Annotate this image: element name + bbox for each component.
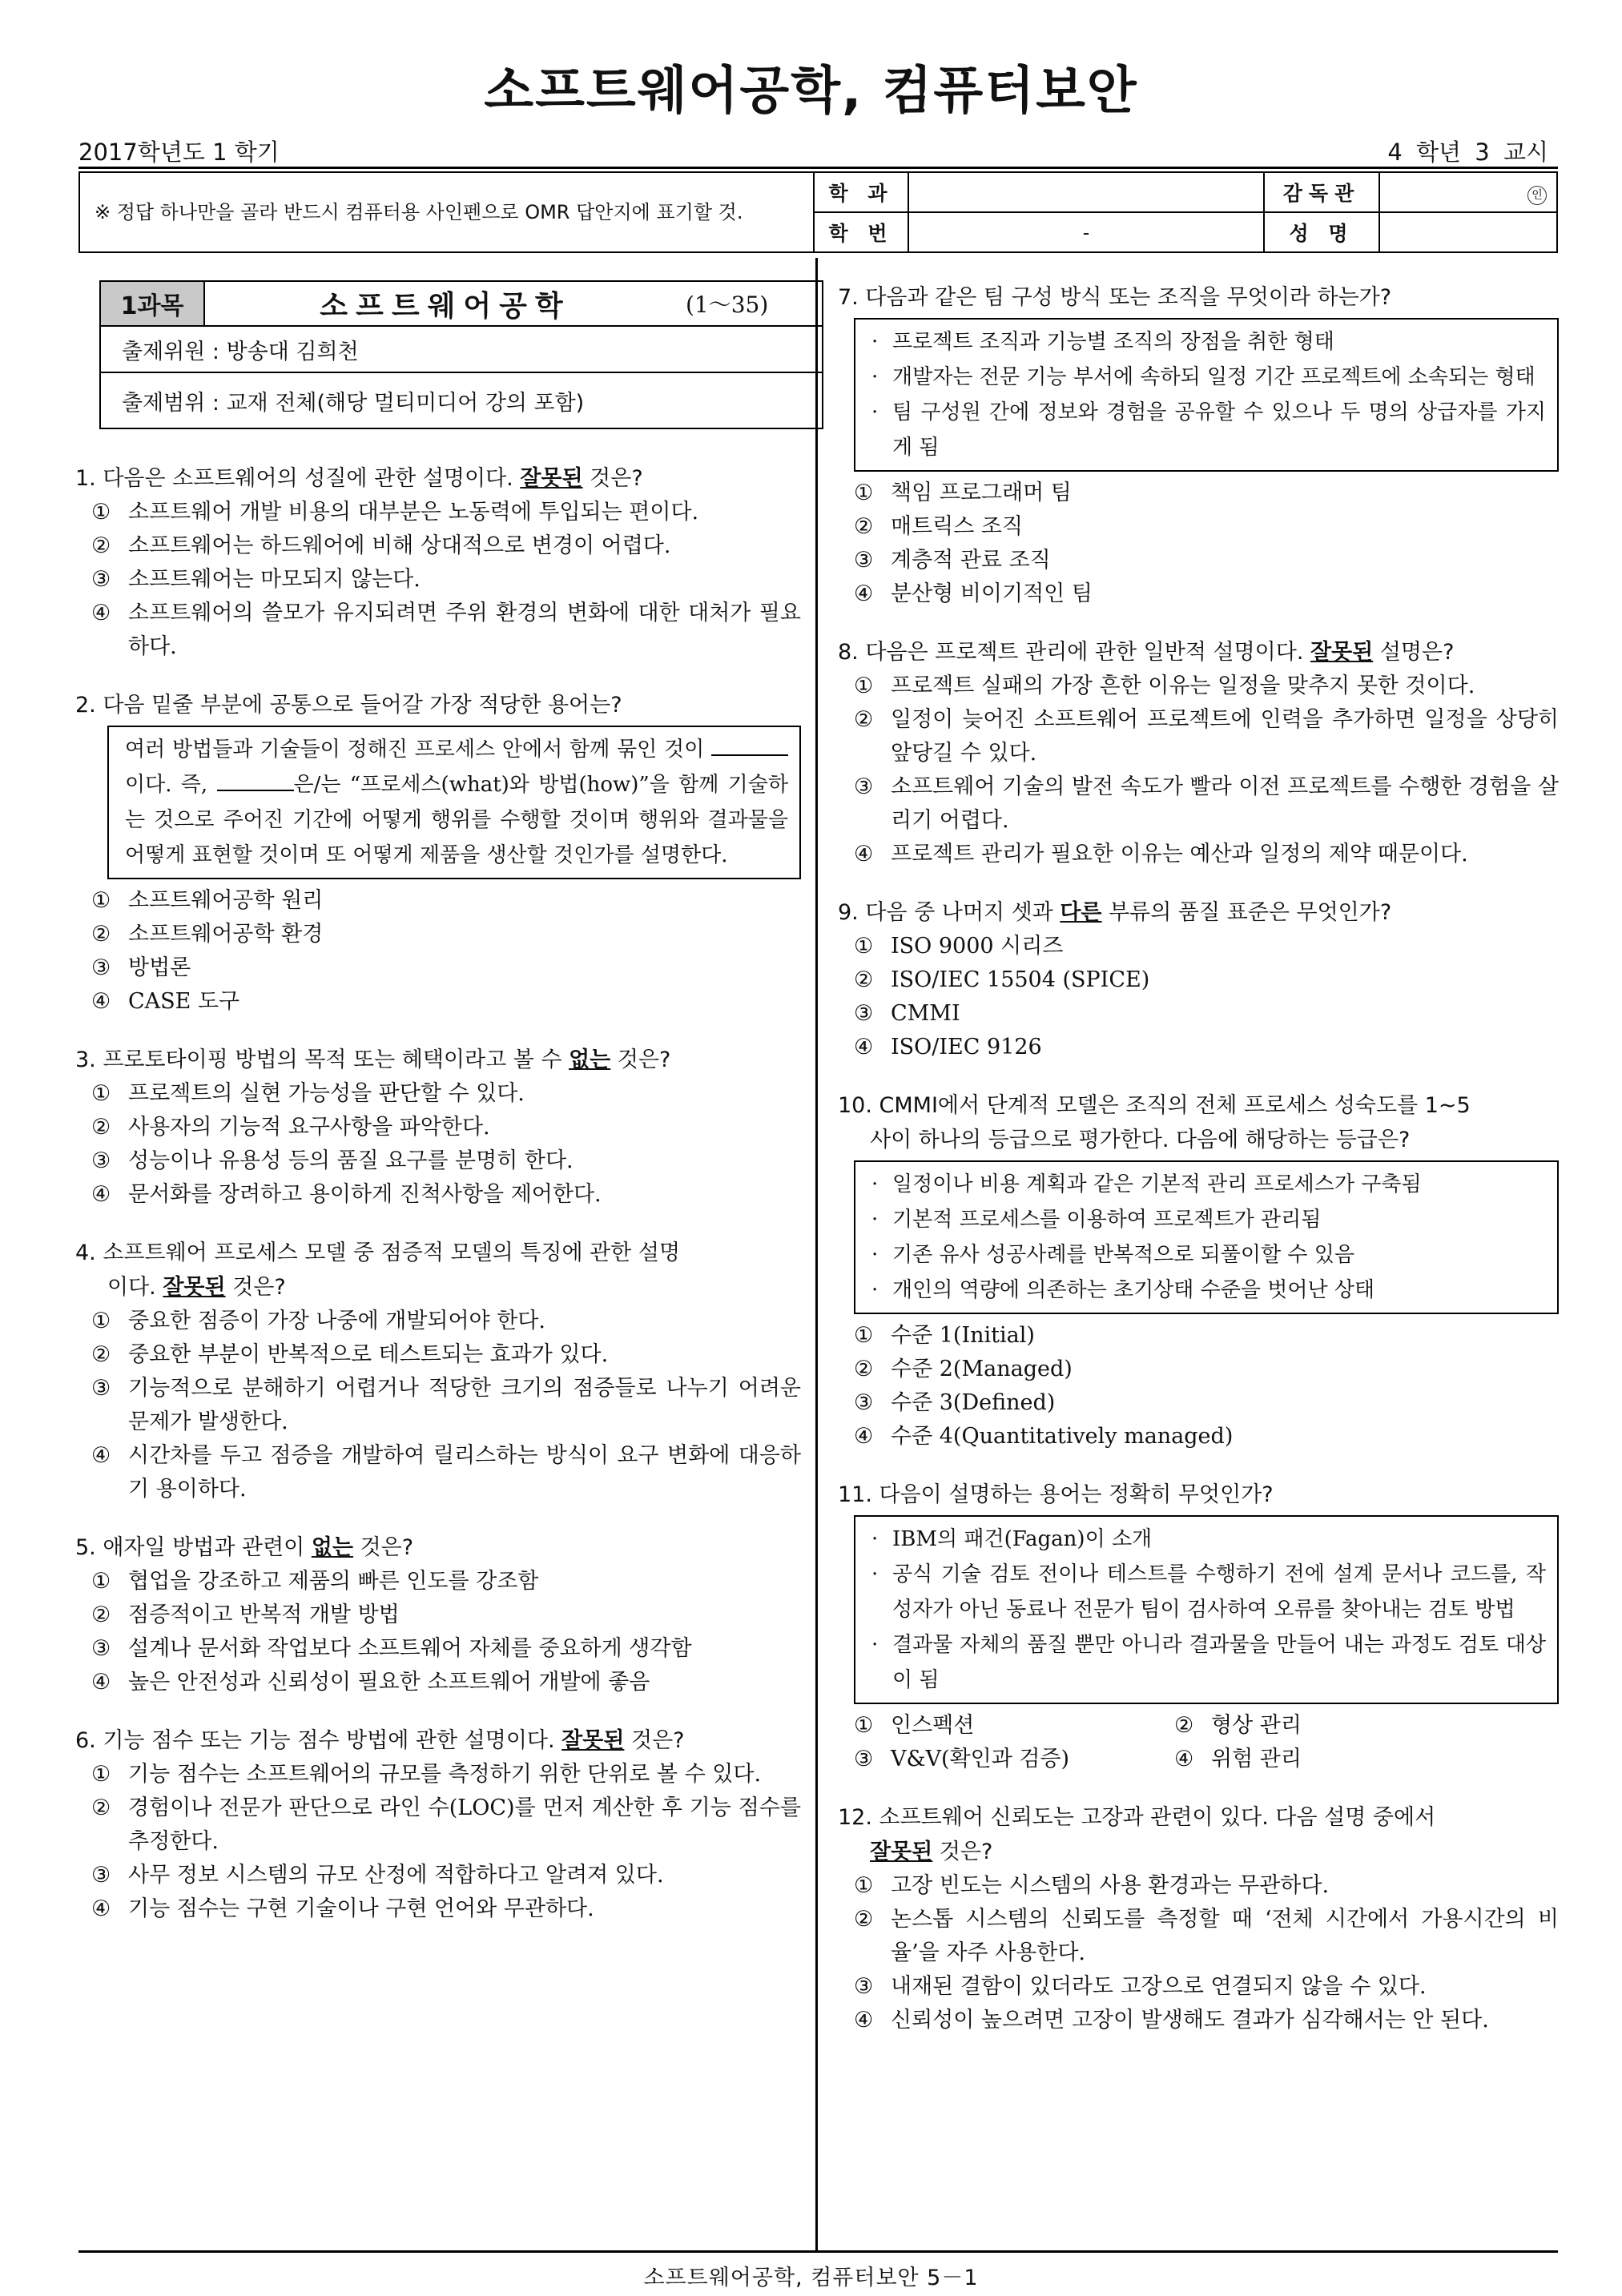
q6-option-2[interactable]: ② 경험이나 전문가 판단으로 라인 수(LOC)를 먼저 계산한 후 기능 점수를 추정한다. (91, 1795, 801, 1854)
q7-stem: 7. 다음과 같은 팀 구성 방식 또는 조직을 무엇이라 하는가? (838, 285, 1392, 310)
q6-option-4[interactable]: ④ 기능 점수는 구현 기술이나 구현 언어와 무관하다. (91, 1896, 594, 1921)
q5-stem-end: 것은? (353, 1535, 414, 1560)
question-5 (75, 1530, 801, 1699)
question-11 (838, 1478, 1559, 1776)
dept-field[interactable] (908, 172, 1264, 212)
q5-option-1[interactable]: ① 협업을 강조하고 제품의 빠른 인도를 강조함 (91, 1569, 539, 1594)
grade-period: 4 학년 3 교시 (1387, 139, 1548, 166)
q1-stem-end: 것은? (582, 466, 643, 491)
q2-option-4[interactable]: ④ CASE 도구 (91, 989, 240, 1014)
q9-option-3[interactable]: ③ CMMI (854, 1001, 960, 1026)
q10-stem: 10. CMMI에서 단계적 모델은 조직의 전체 프로세스 성숙도를 1~5 (838, 1093, 1471, 1118)
name-field[interactable] (1379, 212, 1557, 252)
right-column (838, 280, 1559, 2061)
q8-option-3[interactable]: ③ 소프트웨어 기술의 발전 속도가 빨라 이전 프로젝트를 수행한 경험을 살리기 어렵다. (854, 774, 1559, 833)
q9-option-2[interactable]: ② ISO/IEC 15504 (SPICE) (854, 967, 1150, 992)
q3-emphasis: 없는 (569, 1047, 611, 1072)
exam-title: 소프트웨어공학, 컴퓨터보안 (484, 62, 1138, 121)
q4-option-3[interactable]: ③ 기능적으로 분해하기 어렵거나 적당한 크기의 점증들로 나누기 어려운 문제가 발생한다. (91, 1376, 801, 1434)
question-9 (838, 895, 1559, 1064)
q8-stem: 8. 다음은 프로젝트 관리에 관한 일반적 설명이다. (838, 640, 1310, 665)
blank-1 (711, 737, 788, 756)
q11-stem: 11. 다음이 설명하는 용어는 정확히 무엇인가? (838, 1482, 1274, 1507)
q5-option-3[interactable]: ③ 설계나 문서화 작업보다 소프트웨어 자체를 중요하게 생각함 (91, 1636, 692, 1661)
dept-label: 학 과 (814, 172, 908, 212)
q8-option-1[interactable]: ① 프로젝트 실패의 가장 흔한 이유는 일정을 맞추지 못한 것이다. (854, 674, 1475, 698)
q6-stem: 6. 기능 점수 또는 기능 점수 방법에 관한 설명이다. (75, 1728, 562, 1753)
q3-stem: 3. 프로토타이핑 방법의 목적 또는 혜택이라고 볼 수 (75, 1047, 570, 1072)
id-label: 학 번 (814, 212, 908, 252)
q1-option-1[interactable]: ① 소프트웨어 개발 비용의 대부분은 노동력에 투입되는 편이다. (91, 500, 699, 525)
q1-stem: 1. 다음은 소프트웨어의 성질에 관한 설명이다. (75, 466, 521, 491)
subject-author: 출제위원 : 방송대 김희천 (101, 327, 822, 373)
q2-stem: 2. 다음 밑줄 부분에 공통으로 들어갈 가장 적당한 용어는? (75, 693, 622, 718)
subject-box (99, 280, 823, 429)
column-divider (815, 258, 818, 2250)
q8-option-4[interactable]: ④ 프로젝트 관리가 필요한 이유는 예산과 일정의 제약 때문이다. (854, 842, 1468, 867)
id-dash: - (1082, 220, 1090, 244)
q1-option-3[interactable]: ③ 소프트웨어는 마모되지 않는다. (91, 567, 421, 592)
q9-stem: 9. 다음 중 나머지 셋과 (838, 900, 1061, 925)
year-term: 2017학년도 1 학기 (78, 139, 280, 166)
student-info-table (78, 171, 1558, 253)
q4-option-2[interactable]: ② 중요한 부분이 반복적으로 테스트되는 효과가 있다. (91, 1342, 609, 1367)
q10-option-4[interactable]: ④ 수준 4(Quantitatively managed) (854, 1424, 1234, 1449)
footer-rule (78, 2250, 1558, 2253)
q11-option-1[interactable]: ① 인스펙션 (854, 1713, 975, 1738)
q6-emphasis: 잘못된 (561, 1728, 625, 1753)
q9-emphasis: 다른 (1060, 900, 1102, 925)
q11-option-2[interactable]: ② 형상 관리 (1174, 1713, 1302, 1738)
q6-option-3[interactable]: ③ 사무 정보 시스템의 규모 산정에 적합하다고 알려져 있다. (91, 1863, 664, 1888)
supervisor-field[interactable] (1379, 172, 1557, 212)
q7-option-4[interactable]: ④ 분산형 비이기적인 팀 (854, 581, 1093, 606)
supervisor-label: 감독관 (1264, 172, 1379, 212)
page-footer: 소프트웨어공학, 컴퓨터보안 5－1 (643, 2266, 979, 2290)
q7-info-box: · 프로젝트 조직과 기능별 조직의 장점을 취한 형태 · 개발자는 전문 기능 부서에 속하되 일정 기간 프로젝트에 소속되는 형태 · 팀 구성원 간에 정보와 경험을 공유할 수 있으나 두 명의 상급자를 가지게 됨 (854, 318, 1559, 472)
q12-option-4[interactable]: ④ 신뢰성이 높으려면 고장이 발생해도 결과가 심각해서는 안 된다. (854, 2008, 1489, 2033)
subject-number: 1과목 (101, 282, 205, 325)
blank-2 (217, 772, 294, 791)
q3-stem-end: 것은? (610, 1047, 671, 1072)
q9-option-1[interactable]: ① ISO 9000 시리즈 (854, 934, 1064, 959)
q7-option-2[interactable]: ② 매트릭스 조직 (854, 514, 1024, 539)
q1-option-2[interactable]: ② 소프트웨어는 하드웨어에 비해 상대적으로 변경이 어렵다. (91, 533, 671, 558)
question-2 (75, 688, 801, 1019)
q3-option-1[interactable]: ① 프로젝트의 실현 가능성을 판단할 수 있다. (91, 1081, 525, 1106)
q1-emphasis: 잘못된 (520, 466, 583, 491)
q3-option-3[interactable]: ③ 성능이나 유용성 등의 품질 요구를 분명히 한다. (91, 1148, 574, 1173)
q7-option-3[interactable]: ③ 계층적 관료 조직 (854, 548, 1051, 573)
q6-option-1[interactable]: ① 기능 점수는 소프트웨어의 규모를 측정하기 위한 단위로 볼 수 있다. (91, 1762, 762, 1787)
question-1 (75, 461, 801, 664)
q12-stem: 12. 소프트웨어 신뢰도는 고장과 관련이 있다. 다음 설명 중에서 (838, 1805, 1436, 1830)
q4-option-1[interactable]: ① 중요한 점증이 가장 나중에 개발되어야 한다. (91, 1309, 545, 1333)
q11-option-4[interactable]: ④ 위험 관리 (1174, 1747, 1302, 1771)
subject-scope: 출제범위 : 교재 전체(해당 멀티미디어 강의 포함) (122, 390, 585, 416)
q8-stem-end: 설명은? (1373, 640, 1455, 665)
q12-option-1[interactable]: ① 고장 빈도는 시스템의 사용 환경과는 무관하다. (854, 1873, 1330, 1898)
question-7 (838, 280, 1559, 611)
id-field[interactable] (908, 212, 1264, 252)
left-column (75, 280, 801, 1950)
q3-option-4[interactable]: ④ 문서화를 장려하고 용이하게 진척사항을 제어한다. (91, 1182, 602, 1207)
q1-option-4[interactable]: ④ 소프트웨어의 쓸모가 유지되려면 주위 환경의 변화에 대한 대처가 필요하다. (91, 601, 801, 659)
q7-option-1[interactable]: ① 책임 프로그래머 팀 (854, 481, 1072, 505)
omr-notice: ※ 정답 하나만을 골라 반드시 컴퓨터용 사인펜으로 OMR 답안지에 표기할 것. (79, 172, 814, 252)
question-6 (75, 1723, 801, 1926)
q5-option-2[interactable]: ② 점증적이고 반복적 개발 방법 (91, 1602, 400, 1627)
q10-option-2[interactable]: ② 수준 2(Managed) (854, 1357, 1073, 1381)
header-rule (78, 167, 1558, 169)
q5-emphasis: 없는 (311, 1535, 354, 1560)
q2-passage-box: 여러 방법들과 기술들이 정해진 프로세스 안에서 함께 묶인 것이 이다. 즉, 은/는 “프로세스(what)와 방법(how)”을 함께 기술하는 것으로 주어진 기간에 어떻게 행위를 수행할 것이며 행위와 결과물을 어떻게 표현할 것이며 또 어떻게 제품을 생산할 것인가를 설명한다. (107, 726, 801, 879)
q10-info-box: · 일정이나 비용 계획과 같은 기본적 관리 프로세스가 구축됨 · 기본적 프로세스를 이용하여 프로젝트가 관리됨 · 기존 유사 성공사례를 반복적으로 되풀이할 수 있음 · 개인의 역량에 의존하는 초기상태 수준을 벗어난 상태 (854, 1160, 1559, 1314)
subject-name: 소프트웨어공학 (320, 289, 571, 323)
q9-stem-end: 부류의 품질 표준은 무엇인가? (1101, 900, 1392, 925)
q2-option-1[interactable]: ① 소프트웨어공학 원리 (91, 888, 324, 913)
q5-stem: 5. 애자일 방법과 관련이 (75, 1535, 312, 1560)
q2-option-3[interactable]: ③ 방법론 (91, 955, 191, 980)
q4-stem: 4. 소프트웨어 프로세스 모델 중 점증적 모델의 특징에 관한 설명 (75, 1240, 681, 1265)
q5-option-4[interactable]: ④ 높은 안전성과 신뢰성이 필요한 소프트웨어 개발에 좋음 (91, 1670, 650, 1695)
question-10 (838, 1088, 1559, 1454)
q6-stem-end: 것은? (624, 1728, 685, 1753)
question-8 (838, 635, 1559, 871)
q3-option-2[interactable]: ② 사용자의 기능적 요구사항을 파악한다. (91, 1115, 490, 1140)
q10-stem-2: 사이 하나의 등급으로 평가한다. 다음에 해당하는 등급은? (870, 1128, 1411, 1152)
question-12: 12. 소프트웨어 신뢰도는 고장과 관련이 있다. 다음 설명 중에서 잘못된 것은? ① 고장 빈도는 시스템의 사용 환경과는 무관하다. ② 논스톱 시스템의 신뢰도를 측정할 때 ‘전체 시간에서 가용시간의 비율’을 자주 사용한다. ③ 내재된 결함이 있더라도 고장으로 연결되지 않을 수 있다. ④ 신뢰성이 높으려면 고장이 발생해도 결과가 심각해서는 안 된다. (838, 1800, 1559, 2037)
q2-option-2[interactable]: ② 소프트웨어공학 환경 (91, 922, 324, 947)
q4-emphasis: 잘못된 (163, 1275, 226, 1300)
question-3 (75, 1043, 801, 1212)
q12-option-2[interactable]: ② 논스톱 시스템의 신뢰도를 측정할 때 ‘전체 시간에서 가용시간의 비율’을 자주 사용한다. (854, 1907, 1559, 1965)
q12-option-3[interactable]: ③ 내재된 결함이 있더라도 고장으로 연결되지 않을 수 있다. (854, 1974, 1427, 1999)
q10-option-1[interactable]: ① 수준 1(Initial) (854, 1323, 1035, 1348)
q10-option-3[interactable]: ③ 수준 3(Defined) (854, 1390, 1056, 1415)
q9-option-4[interactable]: ④ ISO/IEC 9126 (854, 1035, 1042, 1060)
q11-option-3[interactable]: ③ V&V(확인과 검증) (854, 1747, 1070, 1771)
q8-option-2[interactable]: ② 일정이 늦어진 소프트웨어 프로젝트에 인력을 추가하면 일정을 상당히 앞당길 수 있다. (854, 707, 1559, 766)
question-4: 4. 소프트웨어 프로세스 모델 중 점증적 모델의 특징에 관한 설명 이다. 잘못된 것은? ① 중요한 점증이 가장 나중에 개발되어야 한다. ② 중요한 부분이 반복적으로 테스트되는 효과가 있다. ③ 기능적으로 분해하기 어렵거나 적당한 크기의 점증들로 나누기 어려운 문제가 발생한다. ④ 시간차를 두고 점증을 개발하여 릴리스하는 방식이 요구 변화에 대응하기 용이하다. (75, 1236, 801, 1506)
q8-emphasis: 잘못된 (1310, 640, 1374, 665)
q12-emphasis: 잘못된 (870, 1840, 933, 1864)
q4-option-4[interactable]: ④ 시간차를 두고 점증을 개발하여 릴리스하는 방식이 요구 변화에 대응하기 용이하다. (91, 1443, 801, 1502)
seal-mark: 인 (1527, 186, 1547, 205)
q11-info-box: · IBM의 패건(Fagan)이 소개 · 공식 기술 검토 전이나 테스트를 수행하기 전에 설계 문서나 코드를, 작성자가 아닌 동료나 전문가 팀이 검사하여 오류를 찾아내는 검토 방법 · 결과물 자체의 품질 뿐만 아니라 결과물을 만들어 내는 과정도 검토 대상이 됨 (854, 1515, 1559, 1704)
name-label: 성 명 (1264, 212, 1379, 252)
subject-range: (1～35) (686, 292, 769, 318)
